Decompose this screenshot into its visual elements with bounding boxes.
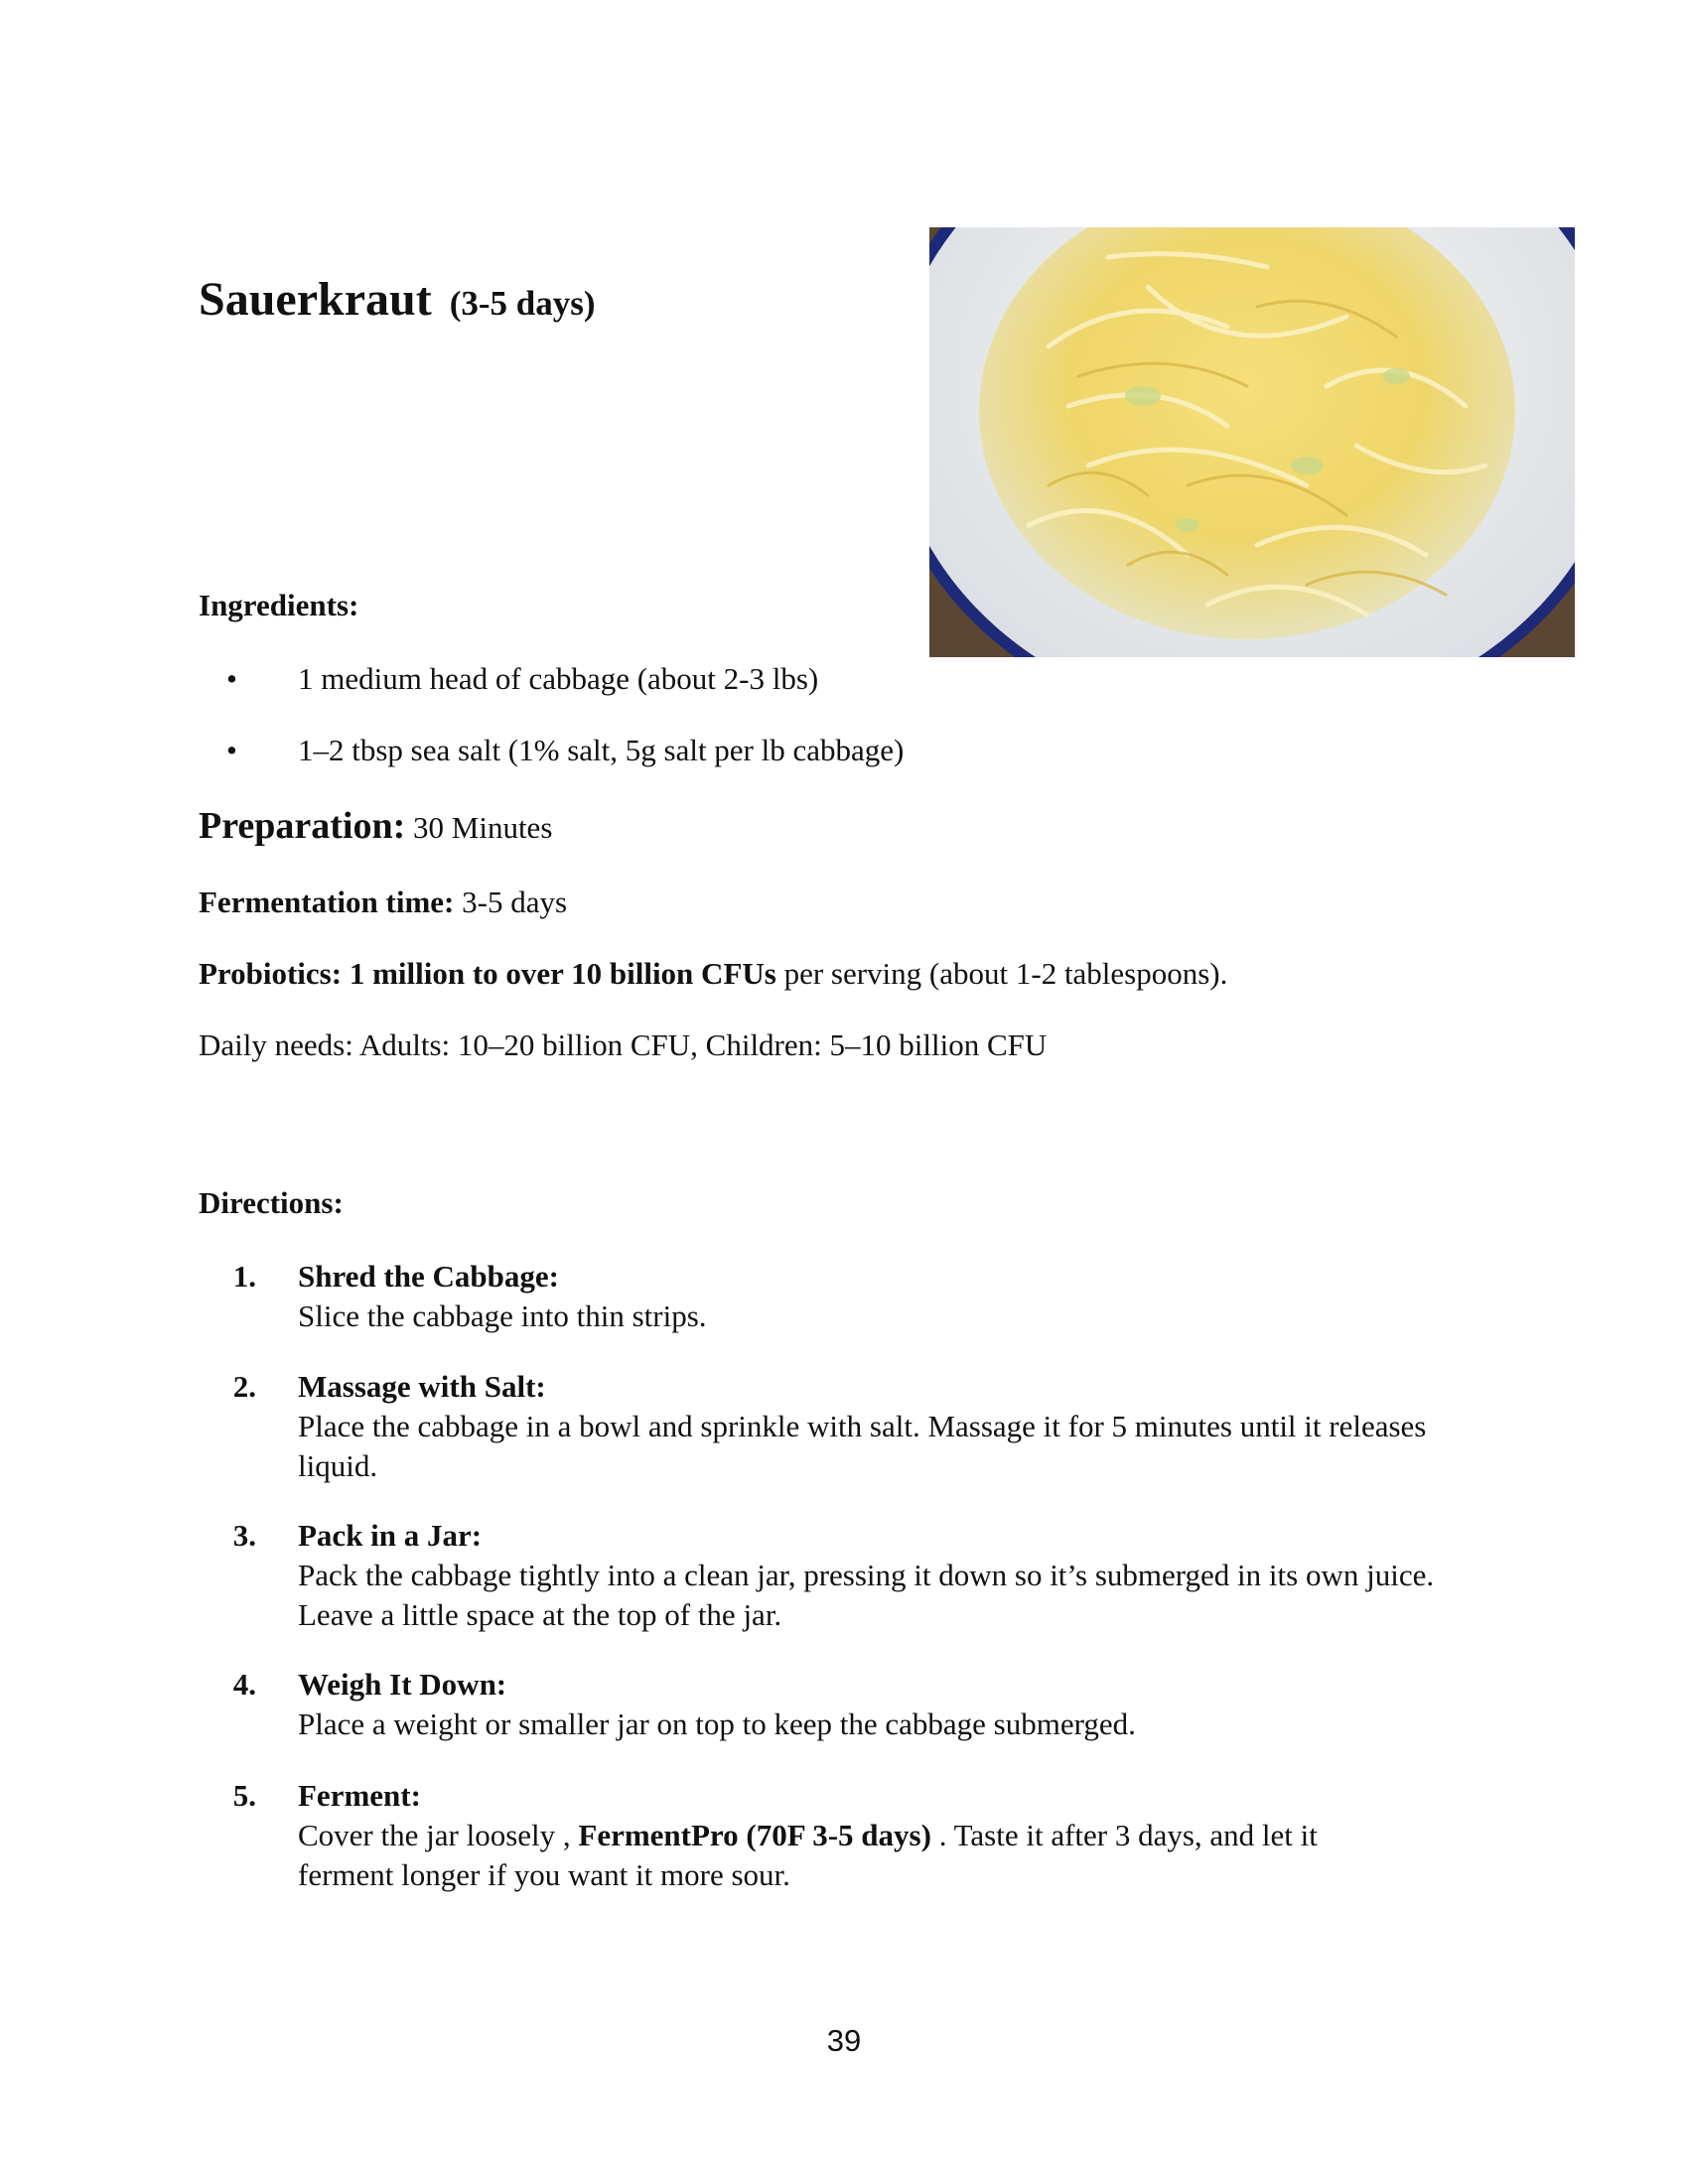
page-title bbox=[199, 273, 596, 326]
probiotics-line bbox=[199, 954, 1227, 994]
fermentation-line bbox=[199, 883, 567, 922]
step-body-text: Cover the jar loosely , bbox=[298, 1818, 571, 1852]
step-number: 3. bbox=[232, 1518, 256, 1553]
daily-needs: Daily needs: Adults: 10–20 billion CFU, Children: 5–10 billion CFU bbox=[199, 1027, 1048, 1062]
recipe-duration: (3-5 days) bbox=[449, 284, 596, 323]
ingredients-heading: Ingredients: bbox=[199, 588, 359, 622]
recipe-name: Sauerkraut bbox=[199, 273, 432, 326]
step-title: Massage with Salt: bbox=[298, 1369, 546, 1404]
step-title: Pack in a Jar: bbox=[298, 1518, 483, 1553]
step-title: Shred the Cabbage: bbox=[298, 1259, 559, 1294]
step-number: 4. bbox=[232, 1667, 256, 1702]
step-body: Slice the cabbage into thin strips. bbox=[298, 1298, 707, 1333]
fermentpro-reference: FermentPro (70F 3-5 days) bbox=[578, 1818, 931, 1852]
step-number: 5. bbox=[232, 1778, 256, 1813]
preparation-value: 30 Minutes bbox=[413, 810, 553, 845]
fermentation-value: 3-5 days bbox=[462, 885, 568, 919]
step-body-text: . Taste it after 3 days, and let it ferment longer if you want it more sour. bbox=[298, 1818, 1318, 1892]
directions-heading: Directions: bbox=[199, 1185, 344, 1220]
probiotics-value: per serving (about 1-2 tablespoons). bbox=[783, 956, 1228, 991]
fermentation-label: Fermentation time: bbox=[199, 885, 455, 919]
step-title: Weigh It Down: bbox=[298, 1667, 507, 1702]
step-body: Place a weight or smaller jar on top to keep the cabbage submerged. bbox=[298, 1706, 1136, 1741]
step-title: Ferment: bbox=[298, 1778, 421, 1813]
preparation-label: Preparation: bbox=[199, 805, 406, 847]
step-body: Place the cabbage in a bowl and sprinkle with salt. Massage it for 5 minutes until it releases liquid. bbox=[298, 1409, 1427, 1483]
step-body bbox=[298, 1816, 1420, 1895]
ingredient-item: 1–2 tbsp sea salt (1% salt, 5g salt per lb cabbage) bbox=[298, 733, 905, 767]
bullet-icon: • bbox=[226, 661, 237, 696]
preparation-line bbox=[199, 806, 552, 848]
ingredient-item: 1 medium head of cabbage (about 2-3 lbs) bbox=[298, 661, 819, 696]
step-body: Pack the cabbage tightly into a clean jar, pressing it down so it’s submerged in its own juice. Leave a little space at the top of the jar. bbox=[298, 1558, 1435, 1632]
bullet-icon: • bbox=[226, 733, 237, 767]
step-number: 2. bbox=[232, 1369, 256, 1404]
page-number: 39 bbox=[826, 2023, 862, 2058]
sauerkraut-photo bbox=[929, 227, 1575, 657]
step-number: 1. bbox=[232, 1259, 256, 1294]
probiotics-label: Probiotics: 1 million to over 10 billion CFUs bbox=[199, 956, 776, 991]
